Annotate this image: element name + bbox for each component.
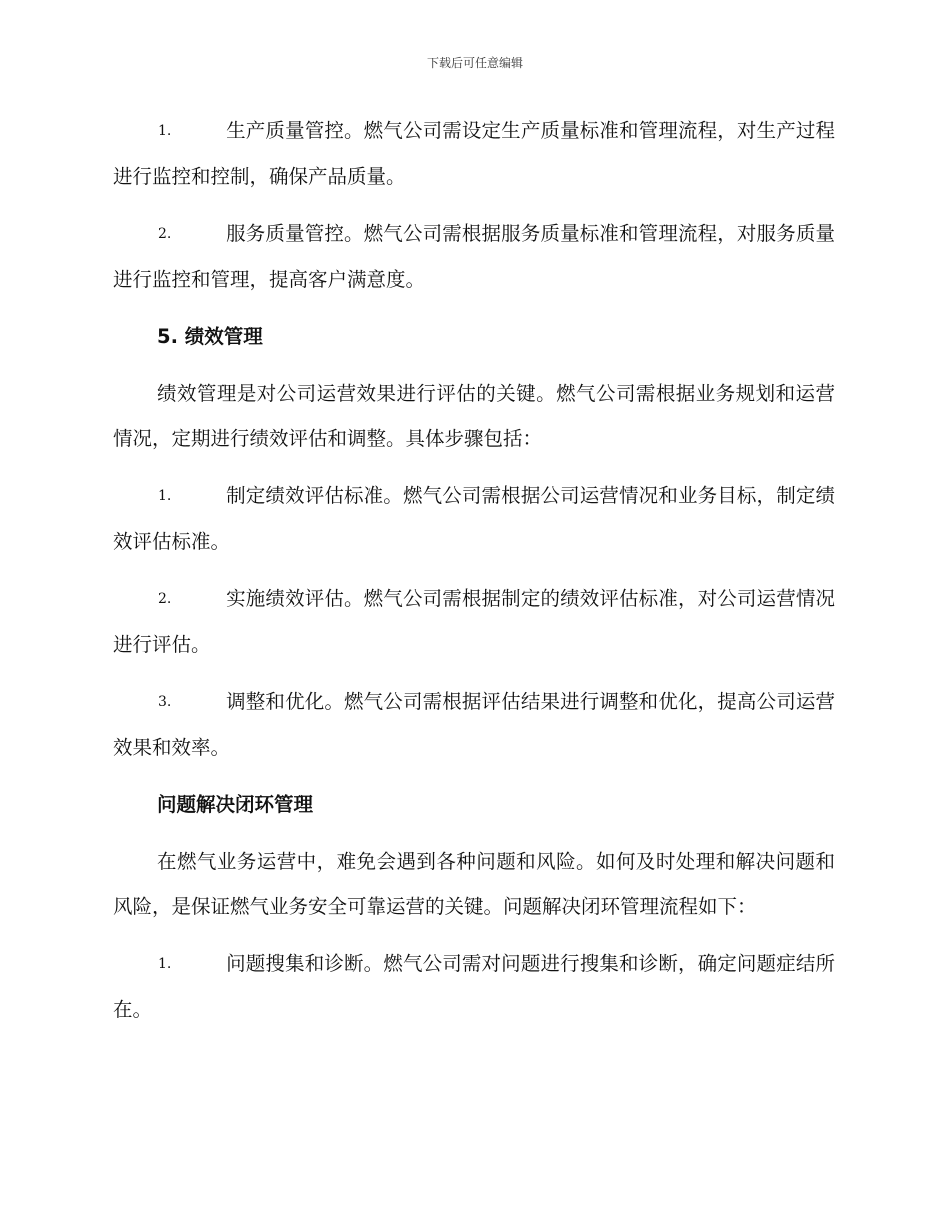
paragraph-performance-intro: 绩效管理是对公司运营效果进行评估的关键。燃气公司需根据业务规划和运营情况，定期进行绩效评估和调整。具体步骤包括：: [113, 382, 835, 450]
list-number: 2.: [158, 226, 172, 242]
list-item-collect-diagnose: [113, 941, 835, 1032]
list-item-adjust-optimize: [113, 679, 835, 770]
list-item-text: 服务质量管控。燃气公司需根据服务质量标准和管理流程，对服务质量进行监控和管理，提高客户满意度。: [113, 222, 835, 291]
section-heading-performance: 5. 绩效管理: [157, 325, 263, 348]
list-number: 1.: [158, 956, 172, 972]
list-item-service-quality: [113, 211, 835, 302]
list-item-implement-evaluation: [113, 576, 835, 667]
list-item-text: 调整和优化。燃气公司需根据评估结果进行调整和优化，提高公司运营效果和效率。: [113, 690, 835, 759]
document-body: [113, 108, 835, 1044]
list-number: 1.: [158, 488, 172, 504]
list-item-set-standard: [113, 473, 835, 564]
page-header: 下载后可任意编辑: [426, 56, 523, 70]
list-item-text: 实施绩效评估。燃气公司需根据制定的绩效评估标准，对公司运营情况进行评估。: [113, 587, 835, 656]
list-item-production-quality: [113, 108, 835, 199]
list-item-text: 生产质量管控。燃气公司需设定生产质量标准和管理流程，对生产过程进行监控和控制，确保产品质量。: [113, 119, 835, 188]
list-item-text: 问题搜集和诊断。燃气公司需对问题进行搜集和诊断，确定问题症结所在。: [113, 952, 835, 1021]
section-heading-problem-solving: 问题解决闭环管理: [157, 793, 314, 816]
list-number: 1.: [158, 123, 172, 139]
paragraph-problem-intro: 在燃气业务运营中，难免会遇到各种问题和风险。如何及时处理和解决问题和风险，是保证燃气业务安全可靠运营的关键。问题解决闭环管理流程如下：: [113, 850, 835, 918]
list-number: 2.: [158, 591, 172, 607]
list-item-text: 制定绩效评估标准。燃气公司需根据公司运营情况和业务目标，制定绩效评估标准。: [113, 484, 835, 553]
list-number: 3.: [158, 694, 172, 710]
